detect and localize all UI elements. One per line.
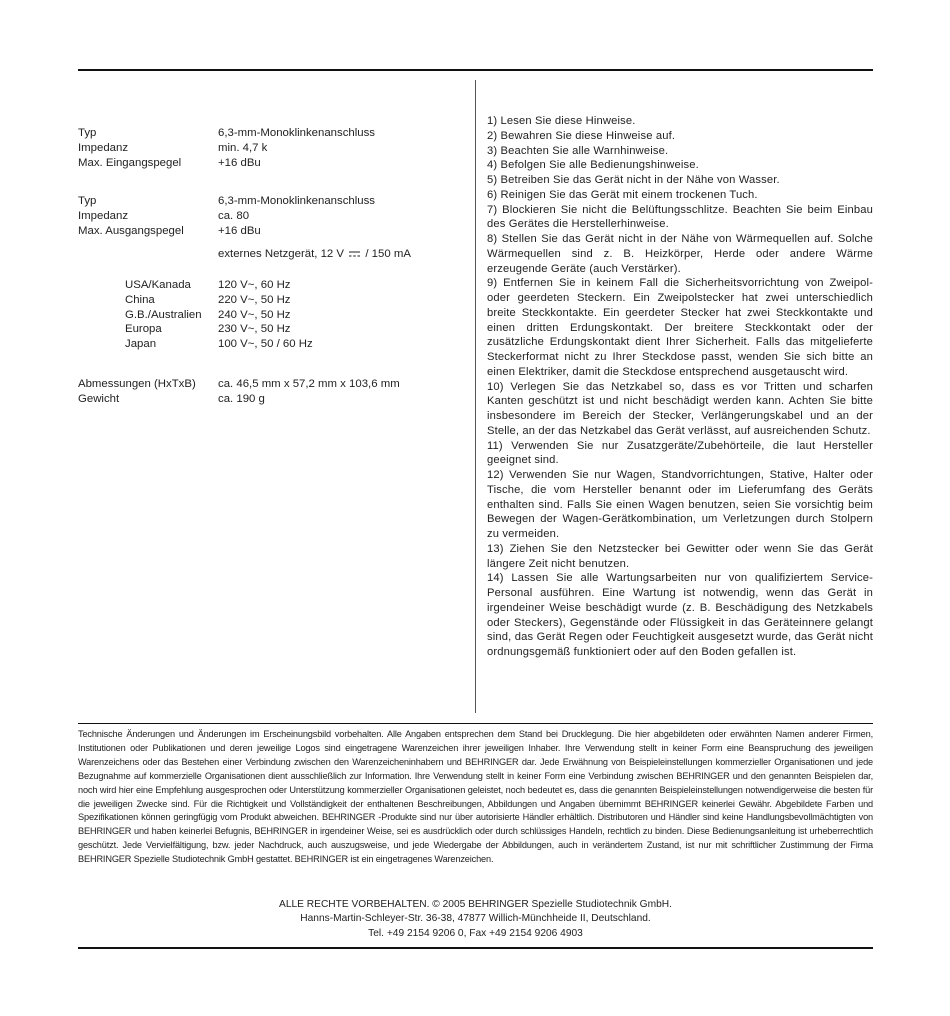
instruction-item: 9) Entfernen Sie in keinem Fall die Sicherheitsvorrichtung von Zweipol- oder geerdeten Steckern. Ein Zweipolstecker hat zwei unterschiedlich breite Steckkontakte. Ein geerdeter Stecker hat zwei Steckkontakte und einen dritten Erdungskontakt. Der breitere Steckkontakt oder der zusätzliche Erdungskontakt dient Ihrer Sicherheit. Falls das mitgelieferte Steckerformat nicht zu Ihrer Steckdose passt, wenden Sie sich bitte an einen Elektriker, damit die Steckdose entsprechend ausgetauscht wird. [487, 277, 873, 378]
spec-label: Gewicht [78, 392, 120, 405]
instruction-item: 3) Beachten Sie alle Warnhinweise. [487, 144, 669, 157]
instruction-item: 12) Verwenden Sie nur Wagen, Standvorrichtungen, Stative, Halter oder Tische, die vom Hersteller benannt oder im Lieferumfang des Geräts enthalten sind. Falls Sie einen Wagen benutzen, seien Sie vorsichtig beim Bewegen der Wagen-Gerätkombination, um Verletzungen durch Stolpern zu vermeiden. [487, 469, 873, 540]
voltage-value: 220 V~, 50 Hz [218, 293, 291, 306]
dc-symbol-icon [349, 251, 360, 257]
voltage-value: 230 V~, 50 Hz [218, 323, 291, 336]
spec-value: 6,3-mm-Monoklinkenanschluss [218, 195, 375, 207]
instruction-item: 1) Lesen Sie diese Hinweise. [487, 115, 636, 127]
instruction-item: 7) Blockieren Sie nicht die Belüftungsschlitze. Beachten Sie beim Einbau des Gerätes die Herstellerhinweise. [487, 203, 873, 231]
spec-label: Impedanz [78, 141, 129, 154]
spec-value: ca. 80 [218, 209, 250, 222]
instruction-item: 2) Bewahren Sie diese Hinweise auf. [487, 129, 676, 142]
spec-value: ca. 46,5 mm x 57,2 mm x 103,6 mm [218, 378, 400, 390]
power-supply-suffix: / 150 mA [365, 248, 411, 260]
spec-label: Abmessungen (HxTxB) [78, 378, 196, 390]
country-label: Europa [125, 323, 162, 336]
instruction-item: 5) Betreiben Sie das Gerät nicht in der Nähe von Wasser. [487, 174, 780, 186]
spec-value: 6,3-mm-Monoklinkenanschluss [218, 127, 375, 139]
bottom-rule [78, 947, 873, 949]
instruction-item: 11) Verwenden Sie nur Zusatzgeräte/Zubehörteile, die laut Hersteller geeignet sind. [487, 439, 873, 467]
spec-value: min. 4,7 k [218, 141, 268, 154]
contact-line: Tel. +49 2154 9206 0, Fax +49 2154 9206 4903 [368, 927, 583, 939]
instruction-item: 6) Reinigen Sie das Gerät mit einem trockenen Tuch. [487, 188, 758, 201]
legal-disclaimer: Technische Änderungen und Änderungen im Erscheinungsbild vorbehalten. Alle Angaben entsprechen dem Stand bei Drucklegung. Die hier abgebildeten oder erwähnten Namen anderer Firmen, Institutionen oder Publikationen und deren jeweilige Logos sind eingetragene Warenzeichen ihrer jeweiligen Inhaber. Ihre Verwendung stellt in keiner Form eine Beanspruchung des jeweiligen Warenzeichens oder das Bestehen einer Verbindung zwischen den Warenzeicheninhabern und BEHRINGER dar. Jede Erwähnung von Beispieleinstellungen kommerzieller Organisationen und jede Bezugnahme auf kommerzielle Organisationen dient ausschließlich zur Information. Ihre Verwendung stellt in keiner Form eine Verbindung zwischen BEHRINGER und den genannten Beispielen dar, noch wird hier eine Empfehlung ausgesprochen oder Unterstützung kommerzieller Organisationen geleistet, noch bedeutet es, dass die genannten Beispieleinstellungen notwendigerweise die besten für die jeweiligen Zwecke sind. Für die Richtigkeit und Vollständigkeit der enthaltenen Beschreibungen, Abbildungen und Angaben übernimmt BEHRINGER keinerlei Gewähr. Abgebildete Farben und Spezifikationen können geringfügig vom Produkt abweichen. BEHRINGER -Produkte sind nur über autorisierte Händler erhältlich. Distributoren und Händler sind keine Handlungsbevollmächtigten von BEHRINGER und haben keinerlei Befugnis, BEHRINGER in irgendeiner Weise, sei es ausdrücklich oder durch schlüssiges Handeln, rechtlich zu binden. Diese Bedienungsanleitung ist urheberrechtlich geschützt. Jede Vervielfältigung, bzw. jeder Nachdruck, auch auszugsweise, und jede Wiedergabe der Abbildungen, auch in verändertem Zustand, ist nur mit schriftlicher Zustimmung der Firma BEHRINGER Spezielle Studiotechnik GmbH gestattet. BEHRINGER ist ein eingetragenes Warenzeichen. [78, 729, 873, 865]
disclaimer-rule [78, 723, 873, 724]
spec-label: Max. Ausgangspegel [78, 224, 184, 237]
spec-value: ca. 190 g [218, 392, 265, 405]
instruction-item: 8) Stellen Sie das Gerät nicht in der Nähe von Wärmequellen auf. Solche Wärmequellen sind z. B. Heizkörper, Herde oder andere Wärme erzeugende Geräte (auch Verstärker). [487, 233, 873, 275]
country-label: Japan [125, 338, 157, 351]
top-rule [78, 69, 873, 71]
power-supply-prefix: externes Netzgerät, 12 V [218, 248, 344, 260]
spec-label: Typ [78, 195, 97, 207]
spec-value: +16 dBu [218, 224, 261, 237]
voltage-value: 100 V~, 50 / 60 Hz [218, 338, 313, 351]
instruction-item: 10) Verlegen Sie das Netzkabel so, dass es vor Tritten und scharfen Kanten geschützt ist und nicht beschädigt werden kann. Achten Sie bitte insbesondere im Bereich der Stecker, Verlängerungskabel und an der Stelle, an der das Netzkabel das Gerät verlässt, auf ausreichenden Schutz. [487, 380, 873, 437]
voltage-value: 240 V~, 50 Hz [218, 308, 291, 321]
country-label: USA/Kanada [125, 279, 191, 291]
spec-label: Impedanz [78, 209, 129, 222]
country-label: China [125, 293, 155, 306]
spec-value: +16 dBu [218, 156, 261, 169]
power-supply-spec [218, 247, 411, 262]
address-line: Hanns-Martin-Schleyer-Str. 36-38, 47877 Willich-Münchheide II, Deutschland. [300, 913, 651, 925]
spec-label: Typ [78, 127, 97, 139]
copyright-block [78, 898, 873, 941]
spec-label: Max. Eingangspegel [78, 156, 182, 169]
column-divider [475, 80, 476, 713]
country-label: G.B./Australien [125, 308, 202, 321]
copyright-line: ALLE RECHTE VORBEHALTEN. © 2005 BEHRINGER Spezielle Studiotechnik GmbH. [279, 899, 672, 910]
safety-instructions [487, 114, 873, 660]
instruction-item: 13) Ziehen Sie den Netzstecker bei Gewitter oder wenn Sie das Gerät längere Zeit nicht benutzen. [487, 542, 873, 570]
instruction-item: 14) Lassen Sie alle Wartungsarbeiten nur von qualifiziertem Service-Personal ausführen. Eine Wartung ist notwendig, wenn das Gerät in irgendeiner Weise beschädigt wurde (z. B. Beschädigung des Netzkabels oder Steckers), Gegenstände oder Flüssigkeit in das Geräteinnere gelangt sind, das Gerät Regen oder Feuchtigkeit ausgesetzt wurde, das Gerät nicht ordnungsgemäß funktioniert oder auf den Boden gefallen ist. [487, 572, 873, 658]
instruction-item: 4) Befolgen Sie alle Bedienungshinweise. [487, 159, 699, 172]
voltage-value: 120 V~, 60 Hz [218, 279, 291, 291]
